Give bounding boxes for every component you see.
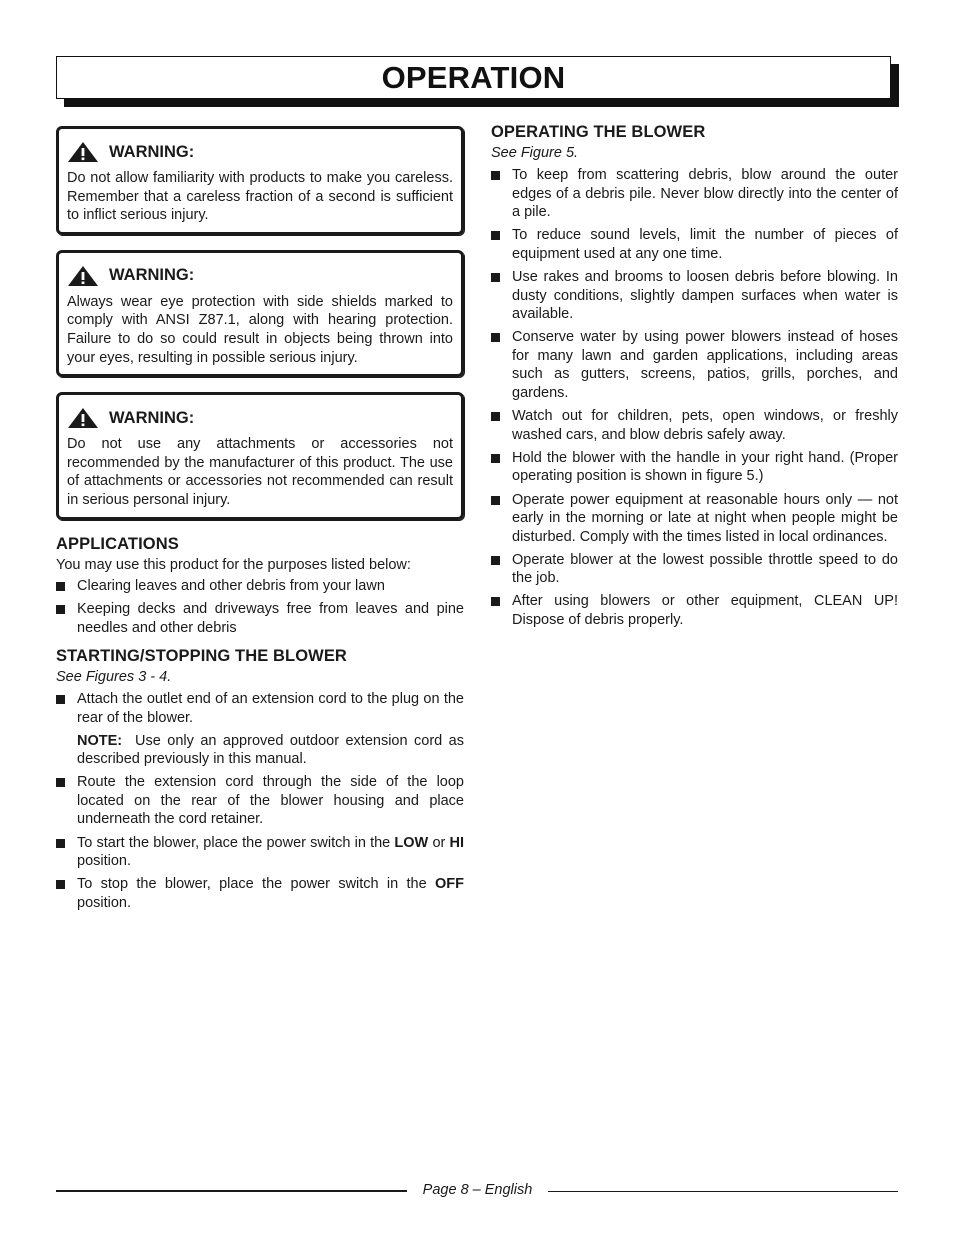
square-bullet-icon: [491, 496, 500, 505]
square-bullet-icon: [491, 412, 500, 421]
square-bullet-icon: [491, 333, 500, 342]
applications-intro: You may use this product for the purposes listed below:: [56, 556, 411, 573]
list-item: Attach the outlet end of an extension cord to the plug on the rear of the blower. NOTE: Use only an approved outdoor extension cord as described previously in this manual.: [56, 690, 464, 768]
square-bullet-icon: [491, 231, 500, 240]
note-text: Use only an approved outdoor extension cord as described previously in this manual.: [77, 732, 464, 768]
warning-label: WARNING:: [109, 142, 195, 161]
square-bullet-icon: [491, 556, 500, 565]
warning-box-1: [56, 126, 464, 235]
square-bullet-icon: [56, 605, 65, 614]
operating-heading: OPERATING THE BLOWER: [491, 123, 706, 141]
square-bullet-icon: [56, 695, 65, 704]
square-bullet-icon: [56, 880, 65, 889]
warning-label: WARNING:: [109, 408, 195, 427]
note: [77, 732, 464, 769]
starting-list: [56, 690, 464, 912]
list-item: To stop the blower, place the power switch in the OFF position.: [56, 875, 464, 912]
list-item: Hold the blower with the handle in your right hand. (Proper operating position is shown in figure 5.): [491, 449, 898, 486]
list-item: Keeping decks and driveways free from leaves and pine needles and other debris: [56, 600, 464, 637]
list-item: Operate blower at the lowest possible throttle speed to do the job.: [491, 551, 898, 588]
title-banner: [56, 56, 891, 99]
operating-see-figure: See Figure 5.: [491, 145, 579, 161]
warning-triangle-icon: [67, 141, 99, 163]
list-item: Conserve water by using power blowers instead of hoses for many lawn and garden applications, including areas such as gutters, screens, patios, grills, porches, and gardens.: [491, 328, 898, 402]
square-bullet-icon: [491, 597, 500, 606]
footer-rule-left: [56, 1190, 407, 1192]
warning-triangle-icon: [67, 407, 99, 429]
warning-header: [67, 407, 453, 429]
starting-heading: STARTING/STOPPING THE BLOWER: [56, 647, 347, 666]
square-bullet-icon: [491, 454, 500, 463]
square-bullet-icon: [56, 582, 65, 591]
square-bullet-icon: [56, 778, 65, 787]
warning-box-3: [56, 392, 464, 519]
applications-list: [56, 577, 464, 637]
warning-box-2: [56, 250, 464, 377]
page-title: OPERATION: [381, 59, 566, 95]
list-item: Route the extension cord through the side of the loop located on the rear of the blower housing and place underneath the cord retainer.: [56, 773, 464, 829]
square-bullet-icon: [491, 273, 500, 282]
list-item: Use rakes and brooms to loosen debris before blowing. In dusty conditions, slightly dampen surfaces when water is available.: [491, 268, 898, 324]
left-column: [56, 126, 464, 917]
warning-text: Do not allow familiarity with products to make you careless. Remember that a careless fraction of a second is sufficient to inflict serious injury.: [67, 170, 453, 224]
applications-heading: APPLICATIONS: [56, 534, 179, 553]
list-item: Clearing leaves and other debris from your lawn: [56, 577, 464, 596]
square-bullet-icon: [56, 839, 65, 848]
list-item: To start the blower, place the power switch in the LOW or HI position.: [56, 834, 464, 871]
warning-label: WARNING:: [109, 266, 195, 285]
warning-triangle-icon: [67, 265, 99, 287]
warning-text: Always wear eye protection with side shields marked to comply with ANSI Z87.1, along with hearing protection. Failure to do so could result in objects being thrown into your eyes, resulting in possible serious injury.: [67, 293, 453, 366]
starting-see-figures: See Figures 3 - 4.: [56, 669, 172, 686]
footer-rule-right: [548, 1191, 898, 1192]
list-item: Operate power equipment at reasonable hours only — not early in the morning or late at night when people might be disturbed. Comply with the times listed in local ordinances.: [491, 491, 898, 547]
list-item: Watch out for children, pets, open windows, or freshly washed cars, and blow debris safely away.: [491, 407, 898, 444]
warning-header: [67, 265, 453, 287]
warning-header: [67, 141, 453, 163]
right-column: [491, 123, 898, 634]
square-bullet-icon: [491, 171, 500, 180]
list-item: To keep from scattering debris, blow around the outer edges of a debris pile. Never blow directly into the center of a pile.: [491, 166, 898, 222]
list-item: After using blowers or other equipment, CLEAN UP! Dispose of debris properly.: [491, 592, 898, 629]
warning-text: Do not use any attachments or accessories not recommended by the manufacturer of this product. The use of attachments or accessories not recommended can result in serious personal injury.: [67, 436, 453, 508]
page-number: Page 8 – English: [422, 1182, 533, 1198]
operating-list: [491, 166, 898, 630]
list-item: To reduce sound levels, limit the number of pieces of equipment used at any one time.: [491, 226, 898, 263]
note-label: NOTE:: [77, 732, 123, 749]
